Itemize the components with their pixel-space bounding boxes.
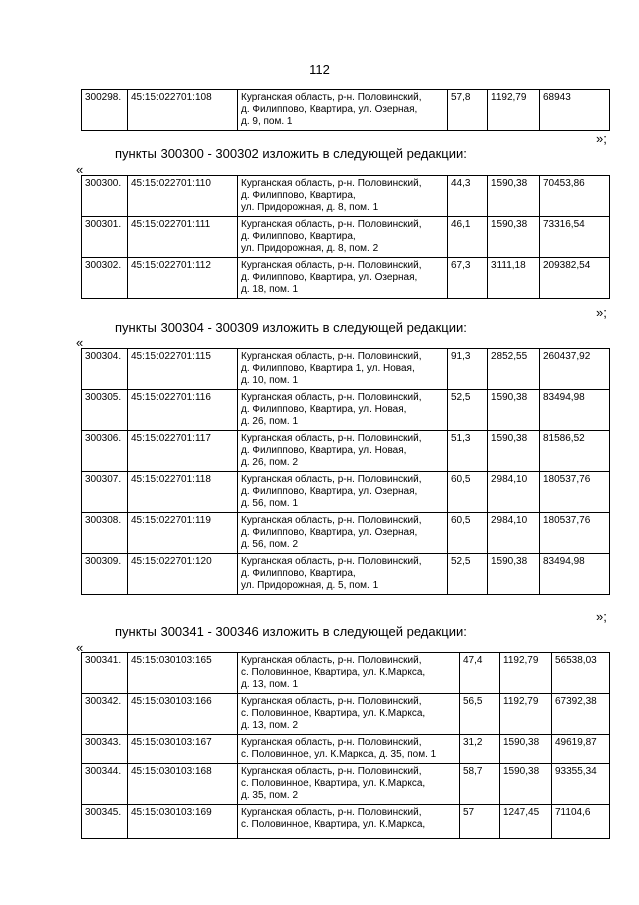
cadastral-cost-cell: 81586,52	[540, 431, 610, 472]
open-quote: «	[76, 640, 84, 655]
table-row	[82, 554, 610, 595]
rate-cell: 1590,38	[500, 735, 552, 764]
area-cell: 52,5	[448, 554, 488, 595]
address-cell: Курганская область, р-н. Половинский, д. Филиппово, Квартира, ул. Придорожная, д. 8, пом. 1	[238, 176, 448, 217]
area-cell: 56,5	[460, 694, 500, 735]
rate-cell: 1192,79	[488, 90, 540, 131]
area-cell: 47,4	[460, 653, 500, 694]
item-number-cell: 300307.	[82, 472, 128, 513]
cadastral-number-cell: 45:15:022701:120	[128, 554, 238, 595]
address-cell: Курганская область, р-н. Половинский, с. Половинное, Квартира, ул. К.Маркса,	[238, 805, 460, 839]
cadastral-cost-cell: 83494,98	[540, 390, 610, 431]
cadastral-cost-cell: 56538,03	[552, 653, 610, 694]
cadastral-cost-cell: 209382,54	[540, 258, 610, 299]
item-number-cell: 300342.	[82, 694, 128, 735]
cadastral-number-cell: 45:15:030103:166	[128, 694, 238, 735]
item-number-cell: 300344.	[82, 764, 128, 805]
cadastral-number-cell: 45:15:022701:111	[128, 217, 238, 258]
table-row	[82, 349, 610, 390]
area-cell: 51,3	[448, 431, 488, 472]
item-number-cell: 300308.	[82, 513, 128, 554]
page-number: 112	[309, 62, 330, 77]
rate-cell: 1590,38	[488, 176, 540, 217]
open-quote: «	[76, 162, 84, 177]
address-cell: Курганская область, р-н. Половинский, д. Филиппово, Квартира 1, ул. Новая, д. 10, пом. 1	[238, 349, 448, 390]
cadastral-number-cell: 45:15:022701:117	[128, 431, 238, 472]
instruction-text: пункты 300300 - 300302 изложить в следующей редакции:	[115, 146, 467, 161]
item-number-cell: 300305.	[82, 390, 128, 431]
rate-cell: 1247,45	[500, 805, 552, 839]
cadastral-cost-cell: 71104,6	[552, 805, 610, 839]
cadastral-number-cell: 45:15:022701:112	[128, 258, 238, 299]
table-row	[82, 653, 610, 694]
table-section-0	[81, 89, 610, 131]
address-cell: Курганская область, р-н. Половинский, д. Филиппово, Квартира, ул. Озерная, д. 18, пом. 1	[238, 258, 448, 299]
cadastral-number-cell: 45:15:030103:169	[128, 805, 238, 839]
rate-cell: 1590,38	[488, 390, 540, 431]
table-section-3	[81, 652, 610, 839]
table-row	[82, 764, 610, 805]
address-cell: Курганская область, р-н. Половинский, д. Филиппово, Квартира, ул. Озерная, д. 56, пом. 2	[238, 513, 448, 554]
area-cell: 52,5	[448, 390, 488, 431]
rate-cell: 1590,38	[488, 217, 540, 258]
item-number-cell: 300341.	[82, 653, 128, 694]
area-cell: 58,7	[460, 764, 500, 805]
item-number-cell: 300302.	[82, 258, 128, 299]
cadastral-number-cell: 45:15:022701:119	[128, 513, 238, 554]
area-cell: 60,5	[448, 472, 488, 513]
cadastral-number-cell: 45:15:022701:118	[128, 472, 238, 513]
close-quote: »;	[596, 131, 607, 146]
cadastral-cost-cell: 180537,76	[540, 472, 610, 513]
table-row	[82, 735, 610, 764]
address-cell: Курганская область, р-н. Половинский, д. Филиппово, Квартира, ул. Новая, д. 26, пом. 1	[238, 390, 448, 431]
area-cell: 31,2	[460, 735, 500, 764]
area-cell: 44,3	[448, 176, 488, 217]
cadastral-cost-cell: 70453,86	[540, 176, 610, 217]
cadastral-cost-cell: 260437,92	[540, 349, 610, 390]
item-number-cell: 300345.	[82, 805, 128, 839]
address-cell: Курганская область, р-н. Половинский, с. Половинное, ул. К.Маркса, д. 35, пом. 1	[238, 735, 460, 764]
address-cell: Курганская область, р-н. Половинский, с. Половинное, Квартира, ул. К.Маркса, д. 13, пом. 2	[238, 694, 460, 735]
table-section-2	[81, 348, 610, 595]
cadastral-cost-cell: 83494,98	[540, 554, 610, 595]
instruction-text: пункты 300304 - 300309 изложить в следующей редакции:	[115, 320, 467, 335]
cadastral-number-cell: 45:15:022701:115	[128, 349, 238, 390]
rate-cell: 1590,38	[488, 431, 540, 472]
cadastral-number-cell: 45:15:022701:108	[128, 90, 238, 131]
rate-cell: 2984,10	[488, 513, 540, 554]
cadastral-cost-cell: 67392,38	[552, 694, 610, 735]
cadastral-number-cell: 45:15:022701:116	[128, 390, 238, 431]
close-quote: »;	[596, 305, 607, 320]
area-cell: 57	[460, 805, 500, 839]
cadastral-cost-cell: 68943	[540, 90, 610, 131]
rate-cell: 2852,55	[488, 349, 540, 390]
area-cell: 57,8	[448, 90, 488, 131]
item-number-cell: 300304.	[82, 349, 128, 390]
area-cell: 60,5	[448, 513, 488, 554]
item-number-cell: 300301.	[82, 217, 128, 258]
cadastral-number-cell: 45:15:030103:167	[128, 735, 238, 764]
table-row	[82, 217, 610, 258]
rate-cell: 1192,79	[500, 694, 552, 735]
rate-cell: 2984,10	[488, 472, 540, 513]
table-row	[82, 805, 610, 839]
cadastral-cost-cell: 73316,54	[540, 217, 610, 258]
cadastral-cost-cell: 49619,87	[552, 735, 610, 764]
table-row	[82, 472, 610, 513]
item-number-cell: 300309.	[82, 554, 128, 595]
table-row	[82, 390, 610, 431]
table-row	[82, 258, 610, 299]
rate-cell: 1590,38	[488, 554, 540, 595]
item-number-cell: 300306.	[82, 431, 128, 472]
address-cell: Курганская область, р-н. Половинский, д. Филиппово, Квартира, ул. Новая, д. 26, пом. 2	[238, 431, 448, 472]
address-cell: Курганская область, р-н. Половинский, д. Филиппово, Квартира, ул. Озерная, д. 9, пом. 1	[238, 90, 448, 131]
area-cell: 46,1	[448, 217, 488, 258]
table-section-1	[81, 175, 610, 299]
instruction-text: пункты 300341 - 300346 изложить в следующей редакции:	[115, 624, 467, 639]
table-row	[82, 431, 610, 472]
cadastral-cost-cell: 93355,34	[552, 764, 610, 805]
address-cell: Курганская область, р-н. Половинский, д. Филиппово, Квартира, ул. Придорожная, д. 8, пом. 2	[238, 217, 448, 258]
item-number-cell: 300343.	[82, 735, 128, 764]
table-row	[82, 176, 610, 217]
area-cell: 67,3	[448, 258, 488, 299]
table-row	[82, 90, 610, 131]
address-cell: Курганская область, р-н. Половинский, д. Филиппово, Квартира, ул. Озерная, д. 56, пом. 1	[238, 472, 448, 513]
open-quote: «	[76, 335, 84, 350]
rate-cell: 3111,18	[488, 258, 540, 299]
cadastral-number-cell: 45:15:030103:165	[128, 653, 238, 694]
area-cell: 91,3	[448, 349, 488, 390]
rate-cell: 1590,38	[500, 764, 552, 805]
item-number-cell: 300300.	[82, 176, 128, 217]
cadastral-number-cell: 45:15:030103:168	[128, 764, 238, 805]
address-cell: Курганская область, р-н. Половинский, с. Половинное, Квартира, ул. К.Маркса, д. 13, пом. 1	[238, 653, 460, 694]
address-cell: Курганская область, р-н. Половинский, с. Половинное, Квартира, ул. К.Маркса, д. 35, пом. 2	[238, 764, 460, 805]
item-number-cell: 300298.	[82, 90, 128, 131]
close-quote: »;	[596, 609, 607, 624]
rate-cell: 1192,79	[500, 653, 552, 694]
address-cell: Курганская область, р-н. Половинский, д. Филиппово, Квартира, ул. Придорожная, д. 5, пом. 1	[238, 554, 448, 595]
cadastral-cost-cell: 180537,76	[540, 513, 610, 554]
cadastral-number-cell: 45:15:022701:110	[128, 176, 238, 217]
table-row	[82, 694, 610, 735]
table-row	[82, 513, 610, 554]
